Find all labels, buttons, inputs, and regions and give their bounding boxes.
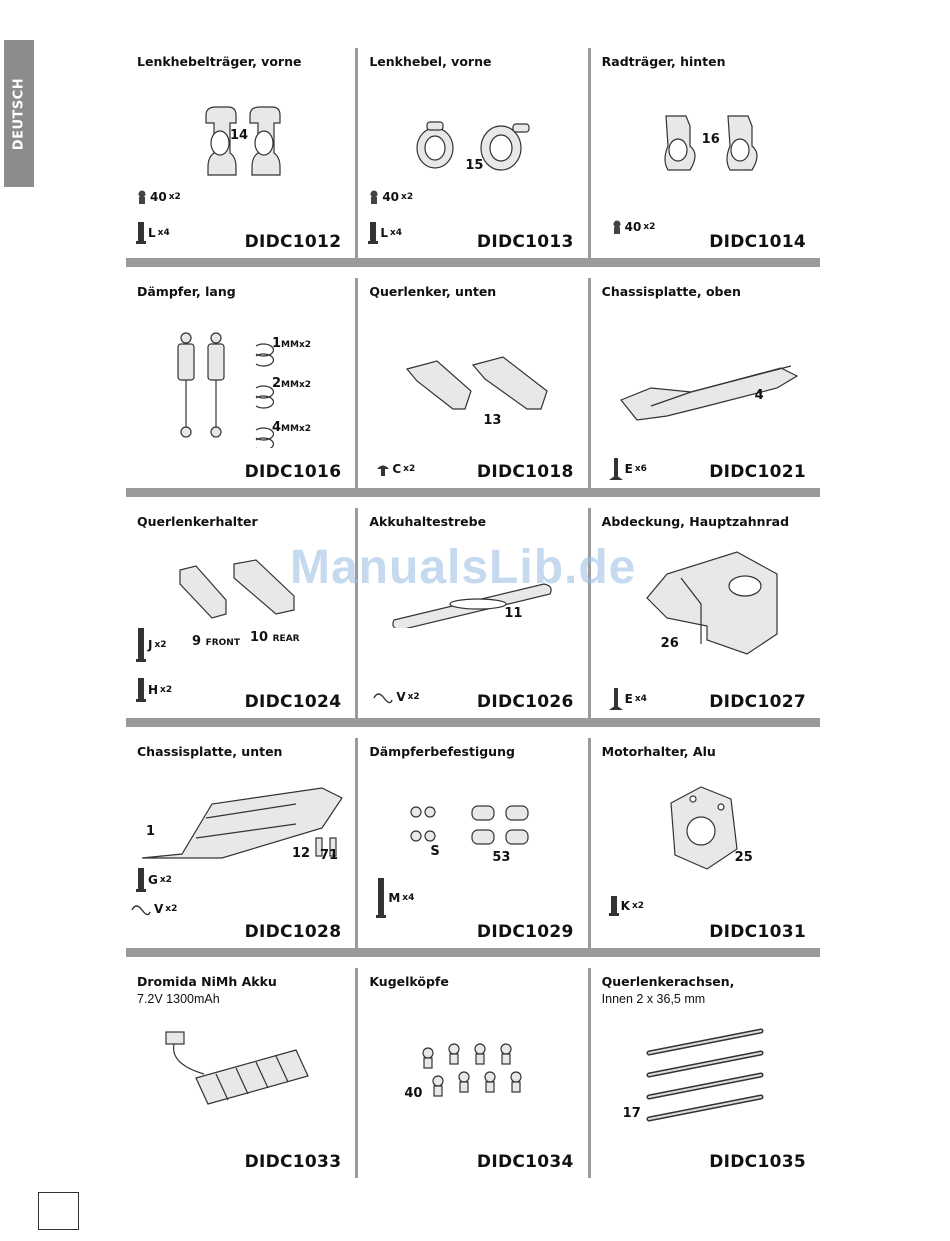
- part-number: 11: [504, 606, 523, 621]
- part-code: DIDC1034: [476, 1152, 574, 1172]
- part-title: Chassisplatte, unten: [137, 744, 283, 759]
- part-number-rear: 10 REAR: [250, 630, 300, 645]
- part-title: Dromida NiMh Akku: [137, 974, 277, 989]
- part-title: Abdeckung, Hauptzahnrad: [601, 514, 790, 529]
- parts-grid: [126, 48, 820, 1178]
- hardware-screw: L x4: [368, 222, 402, 244]
- part-code: DIDC1012: [244, 232, 342, 252]
- part-title: Kugelköpfe: [369, 974, 449, 989]
- part-number: 40: [404, 1086, 423, 1101]
- part-code: DIDC1021: [709, 462, 806, 482]
- part-cell-didc1021: [588, 278, 820, 488]
- hardware-screw: M x4: [376, 878, 414, 918]
- part-number: 25: [734, 850, 753, 865]
- part-code: DIDC1026: [476, 692, 574, 712]
- ball-studs-illustration: [418, 1043, 528, 1113]
- part-number: 4: [754, 388, 764, 403]
- part-number: 14: [230, 128, 249, 143]
- part-number-c: 71: [320, 848, 339, 863]
- part-cell-didc1033: [126, 968, 355, 1178]
- ballstud-icon: [368, 190, 380, 204]
- parts-row: [126, 968, 820, 1178]
- parts-row: [126, 738, 820, 948]
- part-title: Querlenker, unten: [369, 284, 497, 299]
- body-clip-icon: [130, 902, 152, 916]
- countersunk-screw-icon: [609, 688, 623, 710]
- part-cell-didc1035: [588, 968, 820, 1178]
- part-title: Motorhalter, Alu: [601, 744, 716, 759]
- part-cell-didc1016: [126, 278, 355, 488]
- lower-chassis-plate-illustration: [136, 778, 346, 868]
- part-label-s: S: [430, 844, 440, 859]
- clip-size-2: 2MMx2: [272, 376, 312, 391]
- row-divider: [126, 718, 820, 727]
- part-number: 17: [622, 1106, 641, 1121]
- body-clip-icon: [372, 690, 394, 704]
- part-code: DIDC1031: [709, 922, 806, 942]
- part-cell-didc1034: [355, 968, 587, 1178]
- screw-icon: [609, 896, 619, 916]
- button-screw-icon: [376, 462, 390, 476]
- part-number: 1: [146, 824, 156, 839]
- ballstud-icon: [136, 190, 148, 204]
- part-subtitle: 7.2V 1300mAh: [137, 992, 220, 1006]
- part-title: Radträger, hinten: [601, 54, 726, 69]
- long-screw-icon: [136, 628, 146, 662]
- part-title: Akkuhaltestrebe: [369, 514, 487, 529]
- part-cell-didc1018: [355, 278, 587, 488]
- part-number: 16: [701, 132, 720, 147]
- row-divider: [126, 258, 820, 267]
- hardware-clip: V x2: [372, 690, 419, 704]
- part-number-front: 9 FRONT: [192, 634, 240, 649]
- hardware-screw: J x2: [136, 628, 167, 662]
- part-cell-didc1014: [588, 48, 820, 258]
- hardware-screw: L x4: [136, 222, 170, 244]
- shock-mount-illustration: [408, 798, 548, 858]
- language-tab-label: DEUTSCH: [11, 77, 27, 150]
- part-cell-didc1029: [355, 738, 587, 948]
- lower-arm-illustration: [403, 353, 553, 423]
- ballstud-icon: [611, 220, 623, 234]
- screw-icon: [136, 678, 146, 702]
- part-subtitle: Innen 2 x 36,5 mm: [601, 992, 706, 1006]
- part-cell-didc1013: [355, 48, 587, 258]
- page-number-box: [38, 1192, 79, 1230]
- part-code: DIDC1028: [244, 922, 342, 942]
- part-code: DIDC1035: [709, 1152, 806, 1172]
- watermark: ManualsLib.de: [290, 541, 637, 594]
- long-screw-icon: [376, 878, 386, 918]
- part-title: Lenkhebel, vorne: [369, 54, 492, 69]
- part-code: DIDC1033: [244, 1152, 342, 1172]
- part-title: Querlenkerhalter: [137, 514, 258, 529]
- hardware-screw: G x2: [136, 868, 172, 892]
- language-tab: [4, 40, 34, 187]
- part-title: Chassisplatte, oben: [601, 284, 741, 299]
- countersunk-screw-icon: [609, 458, 623, 480]
- hardware-ballstud: 40 x2: [611, 220, 656, 234]
- hardware-ballstud: 40 x2: [136, 190, 181, 204]
- part-number: 15: [465, 158, 484, 173]
- hardware-screw: C x2: [376, 462, 415, 476]
- part-code: DIDC1016: [244, 462, 342, 482]
- part-code: DIDC1018: [476, 462, 574, 482]
- screw-icon: [136, 868, 146, 892]
- part-code: DIDC1014: [709, 232, 806, 252]
- part-title: Dämpfer, lang: [137, 284, 236, 299]
- hardware-screw: K x2: [609, 896, 644, 916]
- hardware-screw: H x2: [136, 678, 172, 702]
- part-number: 26: [660, 636, 679, 651]
- clip-size-4: 4MMx2: [272, 420, 312, 435]
- arm-mount-illustration: [176, 558, 296, 628]
- part-code: DIDC1013: [476, 232, 574, 252]
- part-cell-didc1028: [126, 738, 355, 948]
- screw-icon: [368, 222, 378, 244]
- hardware-clip: V x2: [130, 902, 177, 916]
- part-code: DIDC1029: [476, 922, 574, 942]
- parts-row: [126, 48, 820, 258]
- part-cell-didc1012: [126, 48, 355, 258]
- row-divider: [126, 948, 820, 957]
- screw-icon: [136, 222, 146, 244]
- parts-row: [126, 278, 820, 488]
- part-number-b: 12: [292, 846, 311, 861]
- part-number: 13: [483, 413, 502, 428]
- part-code: DIDC1024: [244, 692, 342, 712]
- clip-size-1: 1MMx2: [272, 336, 312, 351]
- row-divider: [126, 488, 820, 497]
- hinge-pins-illustration: [641, 1023, 771, 1123]
- part-title: Dämpferbefestigung: [369, 744, 515, 759]
- part-title: Lenkhebelträger, vorne: [137, 54, 302, 69]
- hardware-screw: E x4: [609, 688, 647, 710]
- part-title: Querlenkerachsen,: [601, 974, 735, 989]
- hardware-ballstud: 40 x2: [368, 190, 413, 204]
- steering-block-illustration: [186, 103, 296, 183]
- battery-pack-illustration: [156, 1028, 316, 1118]
- part-number: 53: [492, 850, 511, 865]
- part-cell-didc1031: [588, 738, 820, 948]
- part-code: DIDC1027: [709, 692, 806, 712]
- hardware-screw: E x6: [609, 458, 647, 480]
- upper-chassis-plate-illustration: [611, 348, 811, 428]
